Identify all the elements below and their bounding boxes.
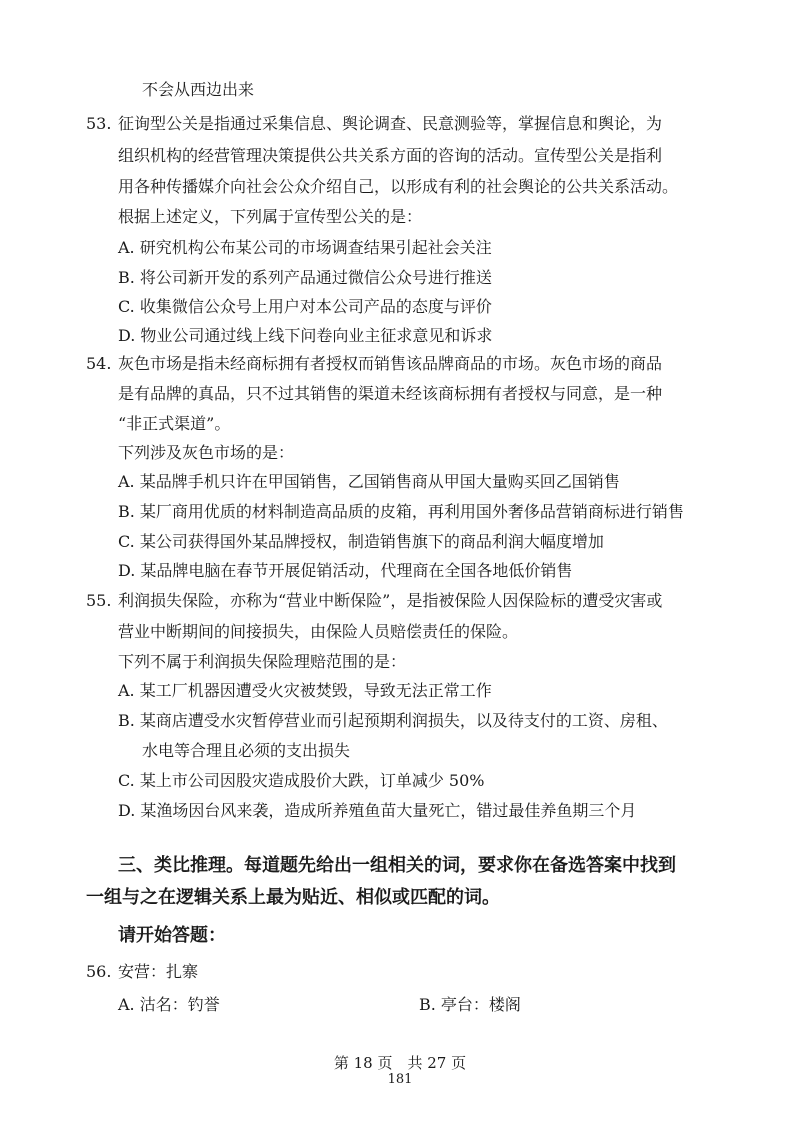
question-number: 56. xyxy=(86,962,112,981)
question-number: 54. xyxy=(86,354,112,373)
option-b: B. 亭台：楼阁 xyxy=(419,995,521,1014)
question-prompt: 根据上述定义，下列属于宣传型公关的是： xyxy=(118,207,423,226)
option-a: A. 某品牌手机只许在甲国销售，乙国销售商从甲国大量购买回乙国销售 xyxy=(118,472,620,491)
question-stem-line: 营业中断期间的间接损失，由保险人员赔偿责任的保险。 xyxy=(118,622,519,641)
question-number: 53. xyxy=(86,114,112,133)
question-stem-line: 利润损失保险，亦称为“营业中断保险”，是指被保险人因保险标的遭受灾害或 xyxy=(118,591,663,610)
option-b: B. 某厂商用优质的材料制造高品质的皮箱，再利用国外奢侈品营销商标进行销售 xyxy=(118,502,684,521)
question-stem: 安营：扎寨 xyxy=(118,962,199,981)
question-stem-line: 灰色市场是指未经商标拥有者授权而销售该品牌商品的市场。灰色市场的商品 xyxy=(118,354,663,373)
option-d: D. 物业公司通过线上线下问卷向业主征求意见和诉求 xyxy=(118,326,493,345)
question-stem-line: “非正式渠道”。 xyxy=(118,414,231,433)
question-prompt: 下列不属于利润损失保险理赔范围的是： xyxy=(118,652,407,671)
option-a: A. 沽名：钓誉 xyxy=(118,995,220,1014)
option-b-continuation: 水电等合理且必须的支出损失 xyxy=(142,741,351,760)
option-d: D. 某渔场因台风来袭，造成所养殖鱼苗大量死亡，错过最佳养鱼期三个月 xyxy=(118,801,637,820)
option-a: A. 某工厂机器因遭受火灾被焚毁，导致无法正常工作 xyxy=(118,681,492,700)
page-label: 第 18 页 共 27 页 xyxy=(333,1054,467,1072)
option-a: A. 研究机构公布某公司的市场调查结果引起社会关注 xyxy=(118,238,492,257)
question-stem-line: 是有品牌的真品，只不过其销售的渠道未经该商标拥有者授权与同意，是一种 xyxy=(118,384,663,403)
start-prompt: 请开始答题： xyxy=(118,925,226,946)
question-stem-line: 征询型公关是指通过采集信息、舆论调查、民意测验等，掌握信息和舆论，为 xyxy=(118,114,663,133)
question-prompt: 下列涉及灰色市场的是： xyxy=(118,443,295,462)
continuation-text: 不会从西边出来 xyxy=(142,80,255,99)
option-d: D. 某品牌电脑在春节开展促销活动，代理商在全国各地低价销售 xyxy=(118,561,573,580)
option-b: B. 某商店遭受水灾暂停营业而引起预期利润损失，以及待支付的工资、房租、 xyxy=(118,711,668,730)
question-stem-line: 用各种传播媒介向社会公众介绍自己，以形成有利的社会舆论的公共关系活动。 xyxy=(118,177,679,196)
section-heading-line: 一组与之在逻辑关系上最为贴近、相似或匹配的词。 xyxy=(86,887,500,908)
question-stem-line: 组织机构的经营管理决策提供公共关系方面的咨询的活动。宣传型公关是指利 xyxy=(118,146,663,165)
option-c: C. 收集微信公众号上用户对本公司产品的态度与评价 xyxy=(118,297,492,316)
option-c: C. 某上市公司因股灾造成股价大跌，订单减少 50% xyxy=(118,771,485,790)
option-c: C. 某公司获得国外某品牌授权，制造销售旗下的商品利润大幅度增加 xyxy=(118,532,604,551)
page-number: 181 xyxy=(387,1072,413,1087)
option-b: B. 将公司新开发的系列产品通过微信公众号进行推送 xyxy=(118,268,492,287)
section-heading-line: 三、类比推理。每道题先给出一组相关的词，要求你在备选答案中找到 xyxy=(118,855,676,876)
question-number: 55. xyxy=(86,591,112,610)
